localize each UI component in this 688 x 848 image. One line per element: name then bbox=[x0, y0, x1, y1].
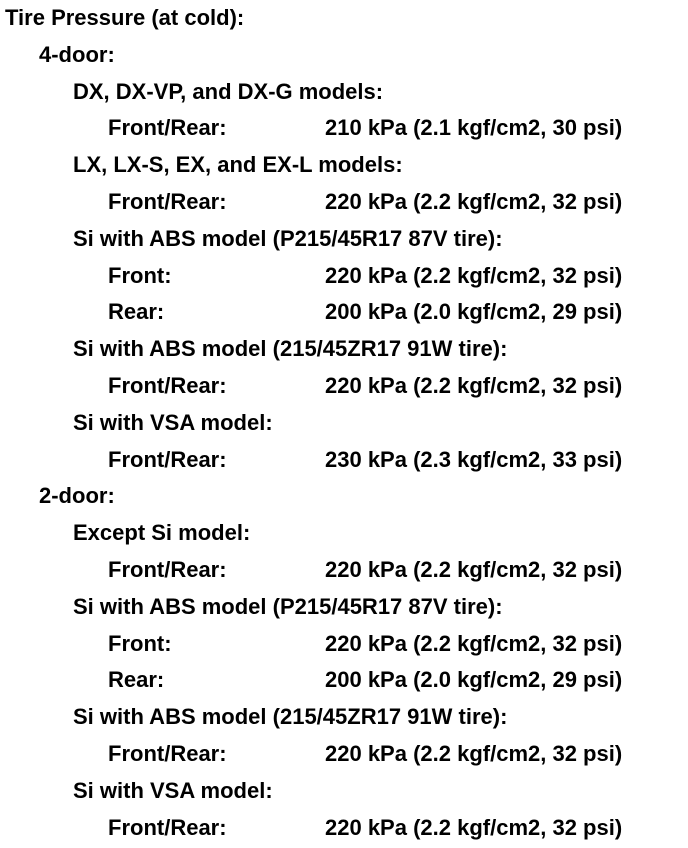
pressure-value: 220 kPa (2.2 kgf/cm2, 32 psi) bbox=[325, 814, 623, 840]
position-label: Front: bbox=[108, 630, 172, 656]
pressure-row bbox=[0, 370, 688, 407]
position-label: Front/Rear: bbox=[108, 556, 227, 582]
pressure-row bbox=[0, 812, 688, 848]
model-heading: DX, DX-VP, and DX-G models: bbox=[73, 78, 384, 104]
pressure-row bbox=[0, 664, 688, 701]
pressure-row bbox=[0, 112, 688, 149]
position-label: Front/Rear: bbox=[108, 740, 227, 766]
pressure-row bbox=[0, 628, 688, 665]
position-label: Front/Rear: bbox=[108, 446, 227, 472]
model-heading: Si with ABS model (215/45ZR17 91W tire): bbox=[73, 704, 508, 730]
pressure-row bbox=[0, 186, 688, 223]
pressure-value: 220 kPa (2.2 kgf/cm2, 32 psi) bbox=[325, 372, 623, 398]
model-heading: Si with ABS model (P215/45R17 87V tire): bbox=[73, 593, 503, 619]
section-heading-2-door: 2-door: bbox=[39, 483, 115, 509]
model-heading: LX, LX-S, EX, and EX-L models: bbox=[73, 152, 403, 178]
pressure-row bbox=[0, 738, 688, 775]
pressure-row bbox=[0, 260, 688, 297]
position-label: Rear: bbox=[108, 299, 165, 325]
pressure-value: 220 kPa (2.2 kgf/cm2, 32 psi) bbox=[325, 262, 623, 288]
model-heading: Si with ABS model (215/45ZR17 91W tire): bbox=[73, 336, 508, 362]
section-heading-4-door: 4-door: bbox=[39, 41, 115, 67]
position-label: Front: bbox=[108, 262, 172, 288]
model-heading: Si with VSA model: bbox=[73, 777, 273, 803]
pressure-row bbox=[0, 444, 688, 481]
model-heading: Si with VSA model: bbox=[73, 409, 273, 435]
pressure-value: 220 kPa (2.2 kgf/cm2, 32 psi) bbox=[325, 188, 623, 214]
pressure-row bbox=[0, 554, 688, 591]
tire-pressure-spec bbox=[0, 2, 688, 848]
page-title: Tire Pressure (at cold): bbox=[5, 5, 245, 30]
pressure-value: 200 kPa (2.0 kgf/cm2, 29 psi) bbox=[325, 299, 623, 325]
pressure-value: 220 kPa (2.2 kgf/cm2, 32 psi) bbox=[325, 556, 623, 582]
pressure-value: 230 kPa (2.3 kgf/cm2, 33 psi) bbox=[325, 446, 623, 472]
position-label: Rear: bbox=[108, 667, 165, 693]
model-heading: Si with ABS model (P215/45R17 87V tire): bbox=[73, 225, 503, 251]
pressure-value: 210 kPa (2.1 kgf/cm2, 30 psi) bbox=[325, 115, 623, 141]
pressure-value: 220 kPa (2.2 kgf/cm2, 32 psi) bbox=[325, 630, 623, 656]
position-label: Front/Rear: bbox=[108, 814, 227, 840]
position-label: Front/Rear: bbox=[108, 188, 227, 214]
pressure-row bbox=[0, 296, 688, 333]
pressure-value: 220 kPa (2.2 kgf/cm2, 32 psi) bbox=[325, 740, 623, 766]
pressure-value: 200 kPa (2.0 kgf/cm2, 29 psi) bbox=[325, 667, 623, 693]
position-label: Front/Rear: bbox=[108, 372, 227, 398]
model-heading: Except Si model: bbox=[73, 520, 251, 546]
position-label: Front/Rear: bbox=[108, 115, 227, 141]
